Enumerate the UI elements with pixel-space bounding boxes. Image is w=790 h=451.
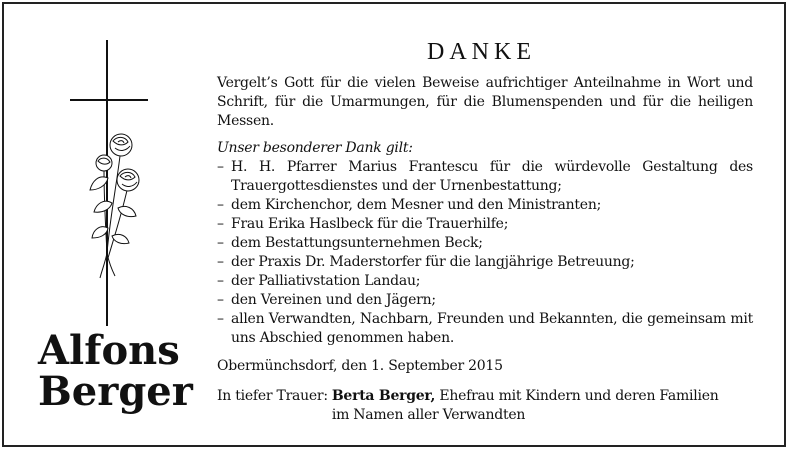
list-item: – allen Verwandten, Nachbarn, Freunden und Bekannten, die gemeinsam mit uns Abschied genommen haben. <box>217 310 753 348</box>
mourner-relation: Ehefrau mit Kindern und deren Familien <box>439 388 719 404</box>
page-title: DANKE <box>427 39 536 65</box>
list-item: – dem Bestattungsunternehmen Beck; <box>217 234 753 253</box>
obituary-text <box>217 74 753 425</box>
mourning-line2: im Namen aller Verwandten <box>331 407 526 423</box>
mourning-label: In tiefer Trauer: <box>217 388 328 404</box>
list-item: – der Palliativstation Landau; <box>217 272 753 291</box>
intro-paragraph: Vergelt’s Gott für die vielen Beweise aufrichtiger Anteilnahme in Wort und Schrift, für die Umarmungen, für die Blumenspenden und für die heiligen Messen. <box>217 75 753 129</box>
thanks-list <box>217 158 753 348</box>
deceased-name <box>38 327 193 415</box>
mourner-name: Berta Berger, <box>331 388 436 404</box>
cross-with-roses-icon <box>60 38 160 328</box>
list-item: – der Praxis Dr. Maderstorfer für die langjährige Betreuung; <box>217 253 753 272</box>
mourning-signature <box>332 387 719 425</box>
list-item: – den Vereinen und den Jägern; <box>217 291 753 310</box>
list-item: – Frau Erika Haslbeck für die Trauerhilfe; <box>217 215 753 234</box>
thanks-heading: Unser besonderer Dank gilt: <box>217 140 413 156</box>
place-date: Obermünchsdorf, den 1. September 2015 <box>217 358 503 374</box>
first-name: Alfons <box>38 327 180 374</box>
mourning-block <box>217 387 753 425</box>
list-item: – H. H. Pfarrer Marius Frantescu für die würdevolle Gestaltung des Trauergottesdienstes und der Urnenbestattung; <box>217 158 753 196</box>
list-item: – dem Kirchenchor, dem Mesner und den Ministranten; <box>217 196 753 215</box>
last-name: Berger <box>38 368 193 415</box>
